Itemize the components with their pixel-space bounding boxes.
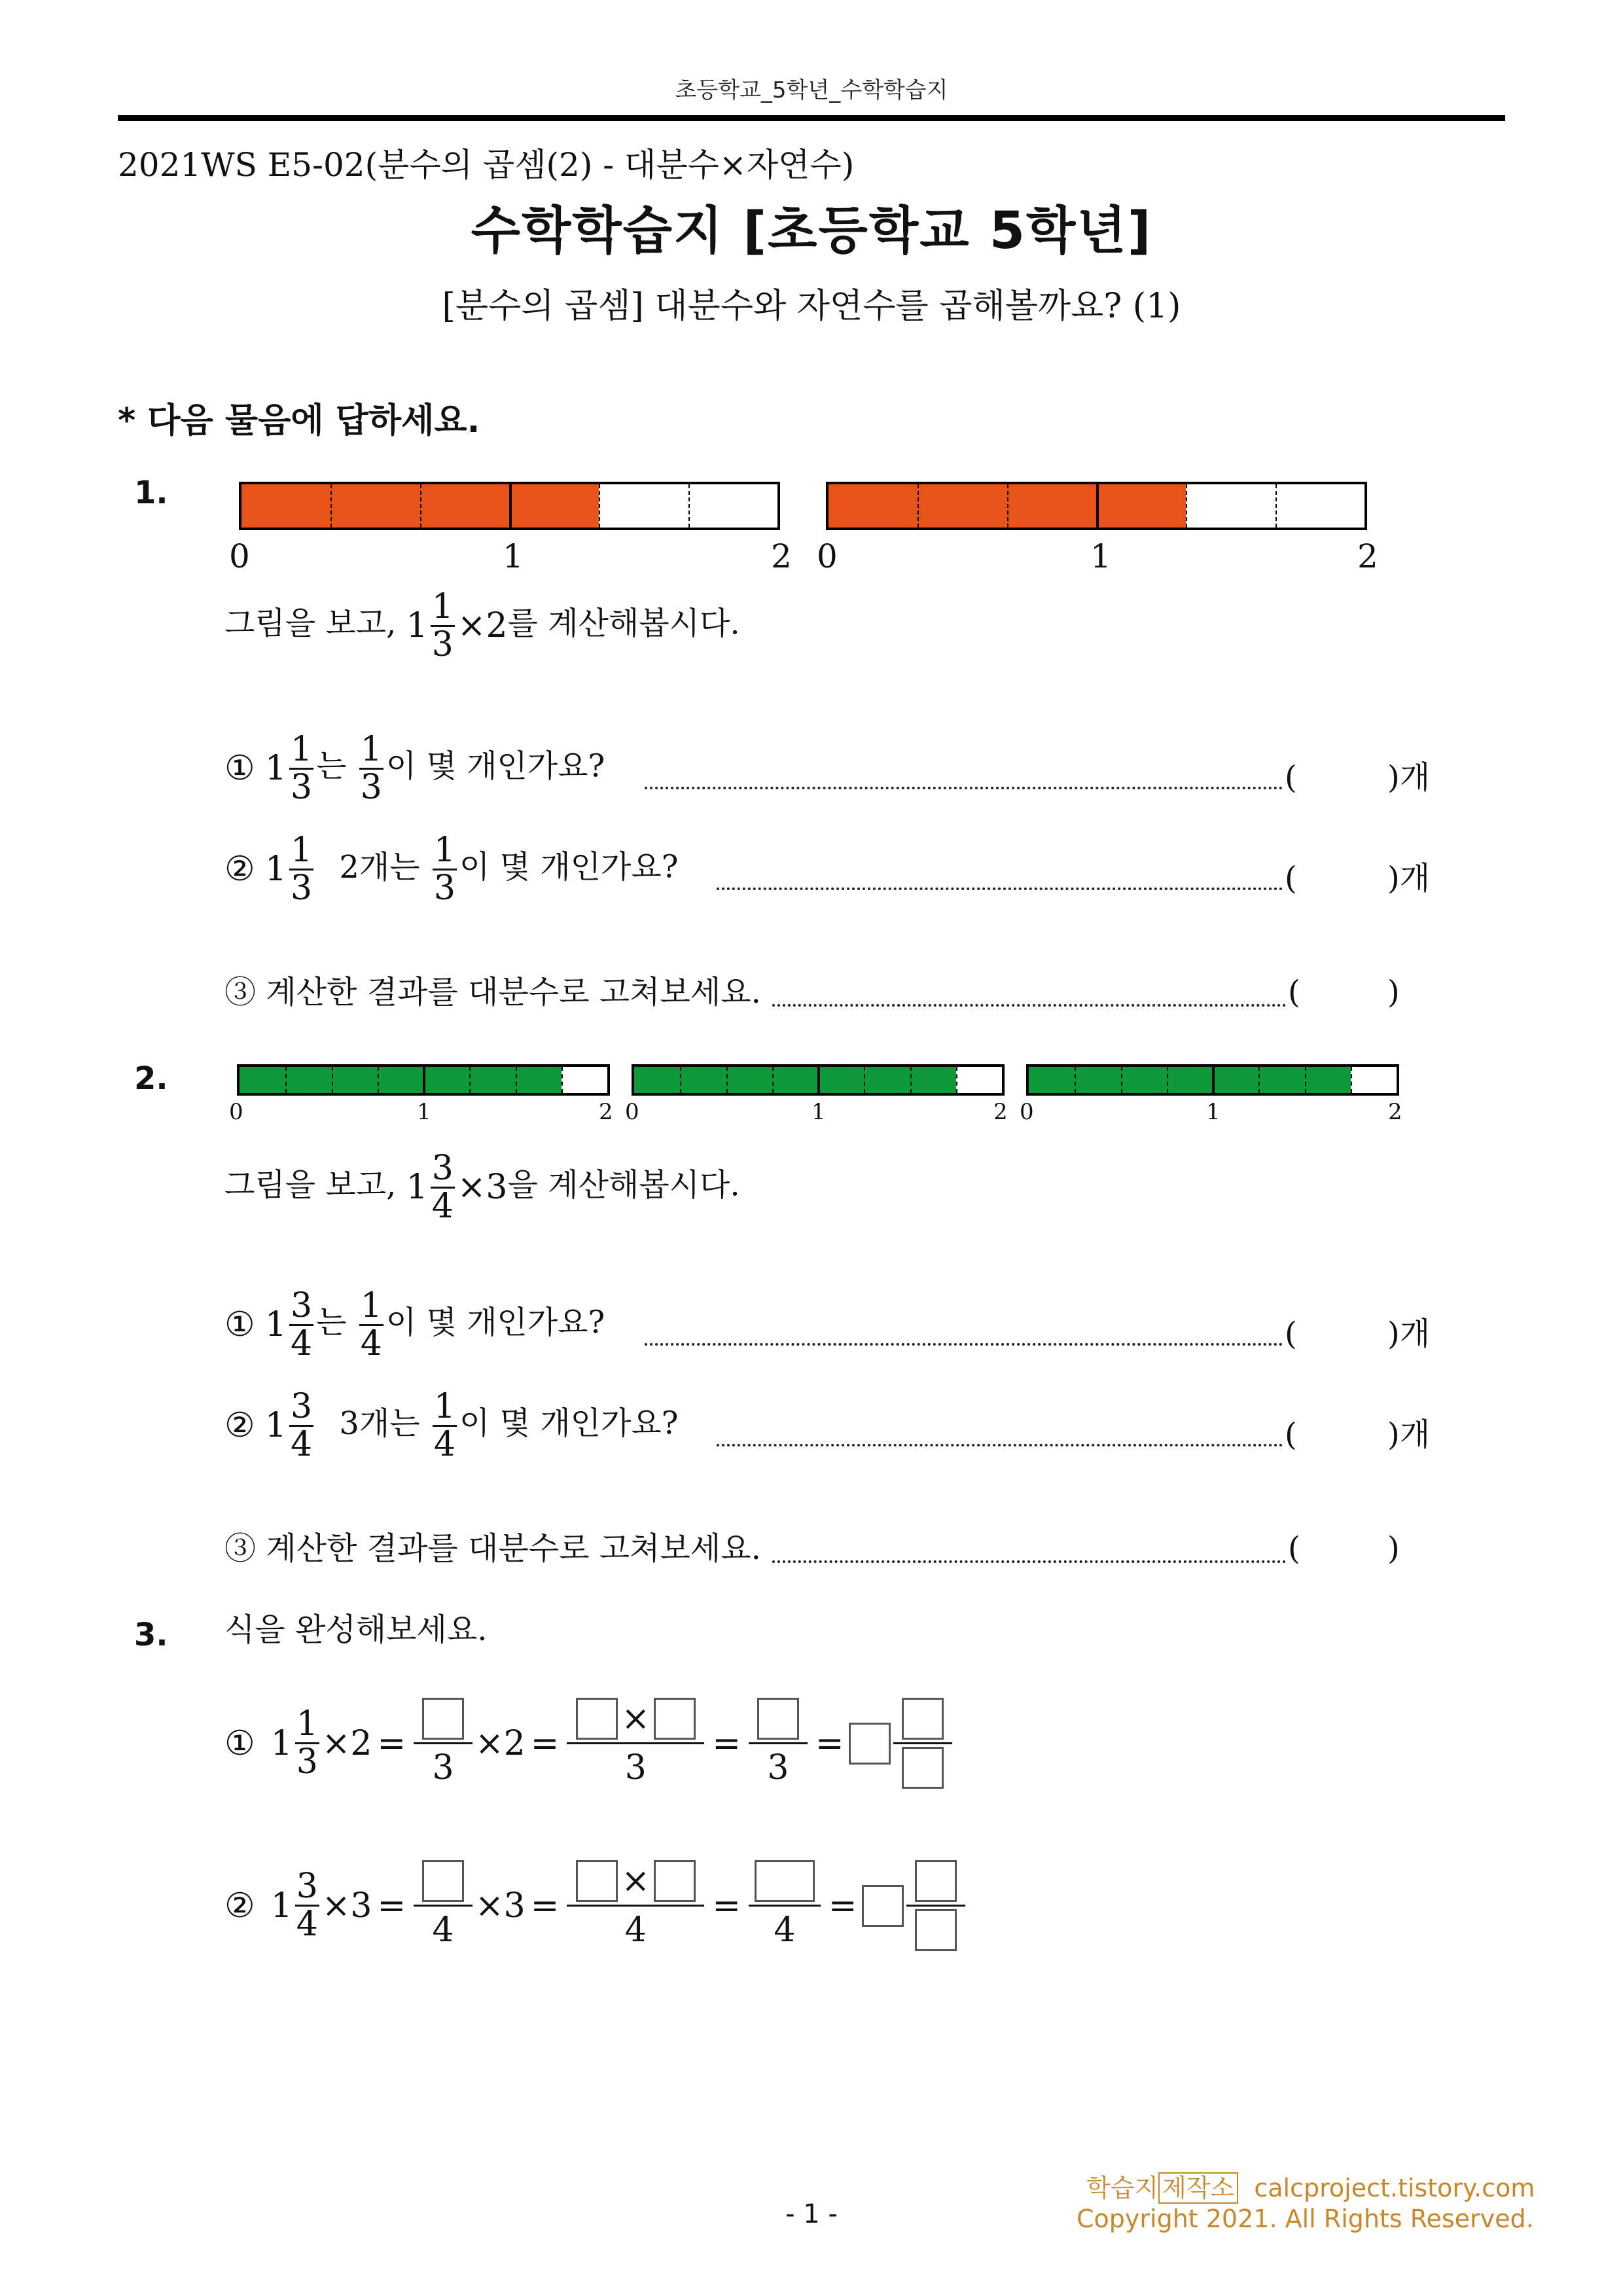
answer-box[interactable] — [576, 1860, 618, 1902]
q1-sub2 — [224, 833, 678, 906]
bar-unit-divider — [330, 484, 332, 528]
q3-eq1-num: 1 — [296, 1704, 318, 1744]
q2-sub2-unit-den: 4 — [433, 1424, 455, 1464]
q3-eq2-whole: 1 — [270, 1886, 293, 1926]
q2-numerator: 3 — [431, 1149, 454, 1188]
q3-eq2-times-3: × — [621, 1861, 651, 1901]
bar-fill — [240, 1067, 562, 1093]
q2-sub2-num: 3 — [290, 1387, 313, 1426]
q1-sub2-num: 1 — [290, 831, 313, 870]
bar-whole-divider — [1096, 484, 1099, 528]
q1-sub1-den: 3 — [290, 767, 313, 807]
q1-sub1-unit-fraction — [359, 732, 383, 805]
dotted-leader — [772, 1560, 1286, 1563]
answer-close-paren-unit[interactable]: )개 — [1387, 1416, 1431, 1453]
q2-axis-label: 1 — [812, 1099, 826, 1125]
answer-close-paren-unit[interactable]: )개 — [1387, 1316, 1431, 1352]
q2-sub2 — [224, 1389, 678, 1462]
bar-unit-divider — [332, 1067, 333, 1093]
bar-unit-divider — [688, 484, 690, 528]
q3-eq1-mark: ① — [224, 1723, 255, 1763]
bar-unit-divider — [1167, 1067, 1168, 1093]
q2-sub1-unit-num: 1 — [360, 1286, 382, 1325]
q3-eq1-result-fraction — [749, 1695, 808, 1791]
page-subtitle: [분수의 곱셈] 대분수와 자연수를 곱해볼까요? (1) — [442, 287, 1181, 326]
q3-eq1-equals-4: = — [815, 1723, 844, 1763]
q1-sub3-mark: ③ — [224, 974, 257, 1011]
bar-unit-divider — [772, 1067, 774, 1093]
q1-sub2-unit-fraction — [433, 833, 457, 906]
answer-box-whole[interactable] — [849, 1723, 891, 1765]
dotted-leader — [645, 787, 1283, 789]
q2-sub2-whole: 1 — [264, 1406, 287, 1446]
q2-axis-label: 0 — [625, 1099, 639, 1125]
q1-sub1-fraction — [289, 732, 313, 805]
q3-eq2-mark: ② — [224, 1886, 255, 1926]
answer-close-paren[interactable]: ) — [1387, 1530, 1400, 1567]
answer-box-whole[interactable] — [862, 1885, 904, 1927]
bar-unit-divider — [726, 1067, 728, 1093]
q2-denominator: 4 — [431, 1186, 454, 1226]
bar-unit-divider — [910, 1067, 912, 1093]
q1-sub2-text-b: 이 몇 개인가요? — [459, 848, 679, 886]
q3-equation-2 — [224, 1857, 968, 1954]
q2-axis-label: 2 — [1388, 1099, 1402, 1125]
q2-sub1-den: 4 — [290, 1323, 313, 1363]
bar-unit-divider — [1305, 1067, 1306, 1093]
q2-sub2-fraction — [289, 1389, 313, 1462]
q1-prompt-post: 를 계산해봅시다. — [507, 605, 740, 642]
bar-whole-divider — [423, 1067, 425, 1093]
q1-multiplier: 2 — [486, 606, 508, 646]
q3-eq1-den: 3 — [296, 1742, 318, 1782]
q2-prompt-pre: 그림을 보고, — [224, 1166, 397, 1204]
q2-multiplier: 3 — [486, 1168, 508, 1208]
q3-eq1-den-2: 3 — [432, 1748, 454, 1787]
q2-axis-label: 2 — [993, 1099, 1008, 1125]
q2-sub1-num: 3 — [290, 1286, 313, 1325]
bar-whole-divider — [1212, 1067, 1215, 1093]
q2-sub2-mark: ② — [224, 1406, 255, 1446]
bar-unit-divider — [956, 1067, 957, 1093]
q2-times: × — [457, 1168, 486, 1208]
q3-eq1-den-3: 3 — [624, 1748, 647, 1787]
q1-sub1-mark: ① — [224, 749, 255, 789]
q2-sub2-unit-fraction — [433, 1389, 457, 1462]
q1-sub1-unit-den: 3 — [360, 767, 382, 807]
q1-bar-left — [239, 482, 780, 530]
answer-box[interactable] — [755, 1860, 815, 1902]
q1-sub1-text-b: 이 몇 개인가요? — [385, 747, 605, 785]
q1-sub3-text: 계산한 결과를 대분수로 고쳐보세요. — [266, 974, 761, 1011]
answer-box[interactable] — [902, 1747, 944, 1789]
dotted-leader — [772, 1004, 1286, 1007]
q1-sub2-count: 2개는 — [339, 848, 420, 886]
page-number: - 1 - — [785, 2199, 838, 2229]
q1-prompt-pre: 그림을 보고, — [224, 605, 397, 642]
dotted-leader — [717, 888, 1283, 890]
question-1-number: 1. — [134, 475, 168, 511]
q1-sub1-num: 1 — [290, 730, 313, 769]
answer-box[interactable] — [654, 1860, 696, 1902]
q1-sub3 — [224, 974, 761, 1011]
q3-eq2-equals: = — [377, 1886, 406, 1926]
q3-eq1-equals-2: = — [530, 1723, 560, 1763]
q2-bar-2 — [632, 1064, 1005, 1096]
q2-sub2-unit-num: 1 — [433, 1387, 455, 1426]
q1-sub1-text-a: 는 — [316, 747, 347, 785]
q3-eq2-mixed-answer — [906, 1857, 965, 1954]
footer-site-link[interactable]: calcproject.tistory.com — [1254, 2174, 1535, 2202]
q3-eq2-times-2: × — [475, 1886, 504, 1926]
footer-brand-b: 제작소 — [1158, 2172, 1238, 2204]
q3-eq2-den-2: 4 — [432, 1910, 454, 1950]
answer-box[interactable] — [757, 1698, 799, 1740]
q2-whole: 1 — [406, 1168, 428, 1208]
q2-sub3 — [224, 1530, 761, 1567]
q2-axis-label: 0 — [229, 1099, 243, 1125]
q3-eq2-equals-4: = — [828, 1886, 857, 1926]
q1-sub2-mark: ② — [224, 850, 255, 889]
q2-sub3-mark: ③ — [224, 1530, 257, 1567]
q2-sub2-count: 3개는 — [339, 1405, 420, 1442]
q3-eq2-equals-2: = — [530, 1886, 560, 1926]
instruction: * 다음 물음에 답하세요. — [118, 401, 480, 440]
answer-open-paren: ( — [1285, 759, 1297, 796]
q1-numerator: 1 — [431, 587, 454, 626]
bar-fill — [634, 1067, 956, 1093]
page-title: 수학학습지 [초등학교 5학년] — [471, 202, 1152, 260]
q1-times: × — [457, 606, 486, 646]
answer-open-paren: ( — [1285, 1316, 1297, 1352]
bar-unit-divider — [469, 1067, 471, 1093]
q1-whole: 1 — [406, 606, 428, 646]
answer-close-paren-unit[interactable]: )개 — [1387, 759, 1431, 796]
q1-axis-label: 1 — [503, 537, 524, 575]
q2-sub1-text-a: 는 — [316, 1304, 347, 1341]
dotted-leader — [717, 1444, 1283, 1446]
q3-eq2-equals-3: = — [712, 1886, 741, 1926]
answer-box[interactable] — [422, 1698, 464, 1740]
q3-eq1-times-3: × — [621, 1698, 651, 1738]
answer-box[interactable] — [915, 1909, 957, 1951]
q2-sub1-text-b: 이 몇 개인가요? — [385, 1304, 605, 1341]
q3-eq1-multiplier: 2 — [350, 1723, 372, 1763]
bar-whole-divider — [509, 484, 512, 528]
answer-box[interactable] — [422, 1860, 464, 1902]
q2-prompt — [224, 1151, 740, 1224]
q3-eq2-times: × — [321, 1886, 351, 1926]
bar-unit-divider — [918, 484, 919, 528]
dotted-leader — [645, 1343, 1283, 1346]
q3-eq1-times: × — [321, 1723, 351, 1763]
q2-fraction — [431, 1151, 455, 1224]
footer-brand-a: 학습지 — [1086, 2174, 1159, 2202]
q3-eq2-product-fraction — [567, 1857, 704, 1954]
q1-denominator: 3 — [431, 624, 454, 664]
q1-sub2-unit-den: 3 — [433, 868, 455, 908]
answer-box[interactable] — [576, 1698, 618, 1740]
q2-axis-label: 1 — [417, 1099, 431, 1125]
q1-sub1-unit-num: 1 — [360, 730, 382, 769]
bar-unit-divider — [516, 1067, 517, 1093]
bar-unit-divider — [285, 1067, 287, 1093]
q1-prompt — [224, 589, 740, 662]
q1-sub2-fraction — [289, 833, 313, 906]
q3-eq2-den-4: 4 — [774, 1910, 796, 1950]
header-rule — [118, 115, 1505, 121]
bar-unit-divider — [1121, 1067, 1122, 1093]
q1-sub2-den: 3 — [290, 868, 313, 908]
q3-eq2-num: 3 — [296, 1867, 318, 1907]
q3-eq2-den: 4 — [296, 1905, 318, 1944]
footer-brand — [1086, 2168, 1535, 2204]
q1-axis-label: 2 — [1357, 537, 1378, 575]
q3-eq1-mixed-answer — [893, 1695, 952, 1791]
q3-eq2-multiplier-2: 3 — [503, 1886, 526, 1926]
question-3-number: 3. — [134, 1617, 168, 1653]
answer-box[interactable] — [902, 1698, 944, 1740]
bar-unit-divider — [1075, 1067, 1076, 1093]
q3-eq1-improper-fraction — [414, 1695, 473, 1791]
q3-eq1-times-2: × — [475, 1723, 504, 1763]
q1-sub1-whole: 1 — [264, 749, 287, 789]
bar-unit-divider — [1351, 1067, 1352, 1093]
q3-eq1-mixed-fraction — [295, 1706, 319, 1780]
bar-unit-divider — [420, 484, 421, 528]
bar-whole-divider — [817, 1067, 820, 1093]
bar-unit-divider — [1258, 1067, 1260, 1093]
q1-fraction — [431, 589, 455, 662]
q2-bar-1 — [237, 1064, 610, 1096]
answer-open-paren: ( — [1288, 974, 1300, 1011]
q3-eq2-improper-fraction — [414, 1857, 473, 1954]
bar-unit-divider — [599, 484, 600, 528]
footer-copyright: Copyright 2021. All Rights Reserved. — [1077, 2204, 1534, 2233]
q2-sub1-unit-den: 4 — [360, 1323, 382, 1363]
q2-sub1-fraction — [289, 1288, 313, 1361]
q1-sub2-unit-num: 1 — [433, 831, 455, 870]
bar-unit-divider — [1007, 484, 1008, 528]
q3-eq1-product-fraction — [567, 1695, 704, 1791]
answer-box[interactable] — [654, 1698, 696, 1740]
q1-sub2-whole: 1 — [264, 850, 287, 889]
q1-axis-label: 2 — [771, 537, 792, 575]
q1-axis-label: 0 — [229, 537, 250, 575]
q1-axis-label: 0 — [817, 537, 838, 575]
q3-eq2-result-fraction — [749, 1857, 821, 1954]
q3-eq2-den-3: 4 — [624, 1910, 647, 1950]
q1-axis-label: 1 — [1090, 537, 1111, 575]
q2-sub1-unit-fraction — [359, 1288, 383, 1361]
answer-box[interactable] — [915, 1860, 957, 1902]
answer-open-paren: ( — [1288, 1530, 1300, 1567]
q2-sub1-mark: ① — [224, 1305, 255, 1345]
worksheet-code: 2021WS E5-02(분수의 곱셈(2) - 대분수×자연수) — [118, 146, 855, 184]
running-header: 초등학교_5학년_수학학습지 — [675, 77, 948, 103]
answer-close-paren-unit[interactable]: )개 — [1387, 860, 1431, 897]
q3-eq2-multiplier: 3 — [350, 1886, 372, 1926]
q2-sub1 — [224, 1288, 605, 1361]
bar-unit-divider — [1186, 484, 1187, 528]
q3-prompt: 식을 완성해보세요. — [224, 1611, 488, 1648]
q2-axis-label: 0 — [1020, 1099, 1034, 1125]
q1-bar-right — [826, 482, 1367, 530]
q3-eq1-equals-3: = — [712, 1723, 741, 1763]
q3-eq2-mixed-fraction — [295, 1869, 319, 1942]
q2-bar-3 — [1026, 1064, 1399, 1096]
q3-eq1-whole: 1 — [270, 1723, 293, 1763]
q1-sub1 — [224, 732, 605, 805]
q2-sub1-whole: 1 — [264, 1305, 287, 1345]
q2-axis-label: 1 — [1206, 1099, 1221, 1125]
bar-unit-divider — [1275, 484, 1277, 528]
q2-prompt-post: 을 계산해봅시다. — [507, 1166, 740, 1204]
answer-open-paren: ( — [1285, 860, 1297, 897]
bar-unit-divider — [378, 1067, 379, 1093]
q3-equation-1 — [224, 1695, 955, 1791]
answer-open-paren: ( — [1285, 1416, 1297, 1453]
q2-sub2-text-b: 이 몇 개인가요? — [459, 1405, 679, 1442]
q2-axis-label: 2 — [599, 1099, 613, 1125]
answer-close-paren[interactable]: ) — [1387, 974, 1400, 1011]
q3-eq1-den-4: 3 — [767, 1748, 789, 1787]
question-2-number: 2. — [134, 1060, 168, 1097]
bar-fill — [1029, 1067, 1351, 1093]
bar-unit-divider — [680, 1067, 681, 1093]
bar-unit-divider — [562, 1067, 563, 1093]
q3-eq1-equals: = — [377, 1723, 406, 1763]
q2-sub2-den: 4 — [290, 1424, 313, 1464]
q2-sub3-text: 계산한 결과를 대분수로 고쳐보세요. — [266, 1530, 761, 1567]
bar-unit-divider — [864, 1067, 865, 1093]
q3-eq1-multiplier-2: 2 — [503, 1723, 526, 1763]
